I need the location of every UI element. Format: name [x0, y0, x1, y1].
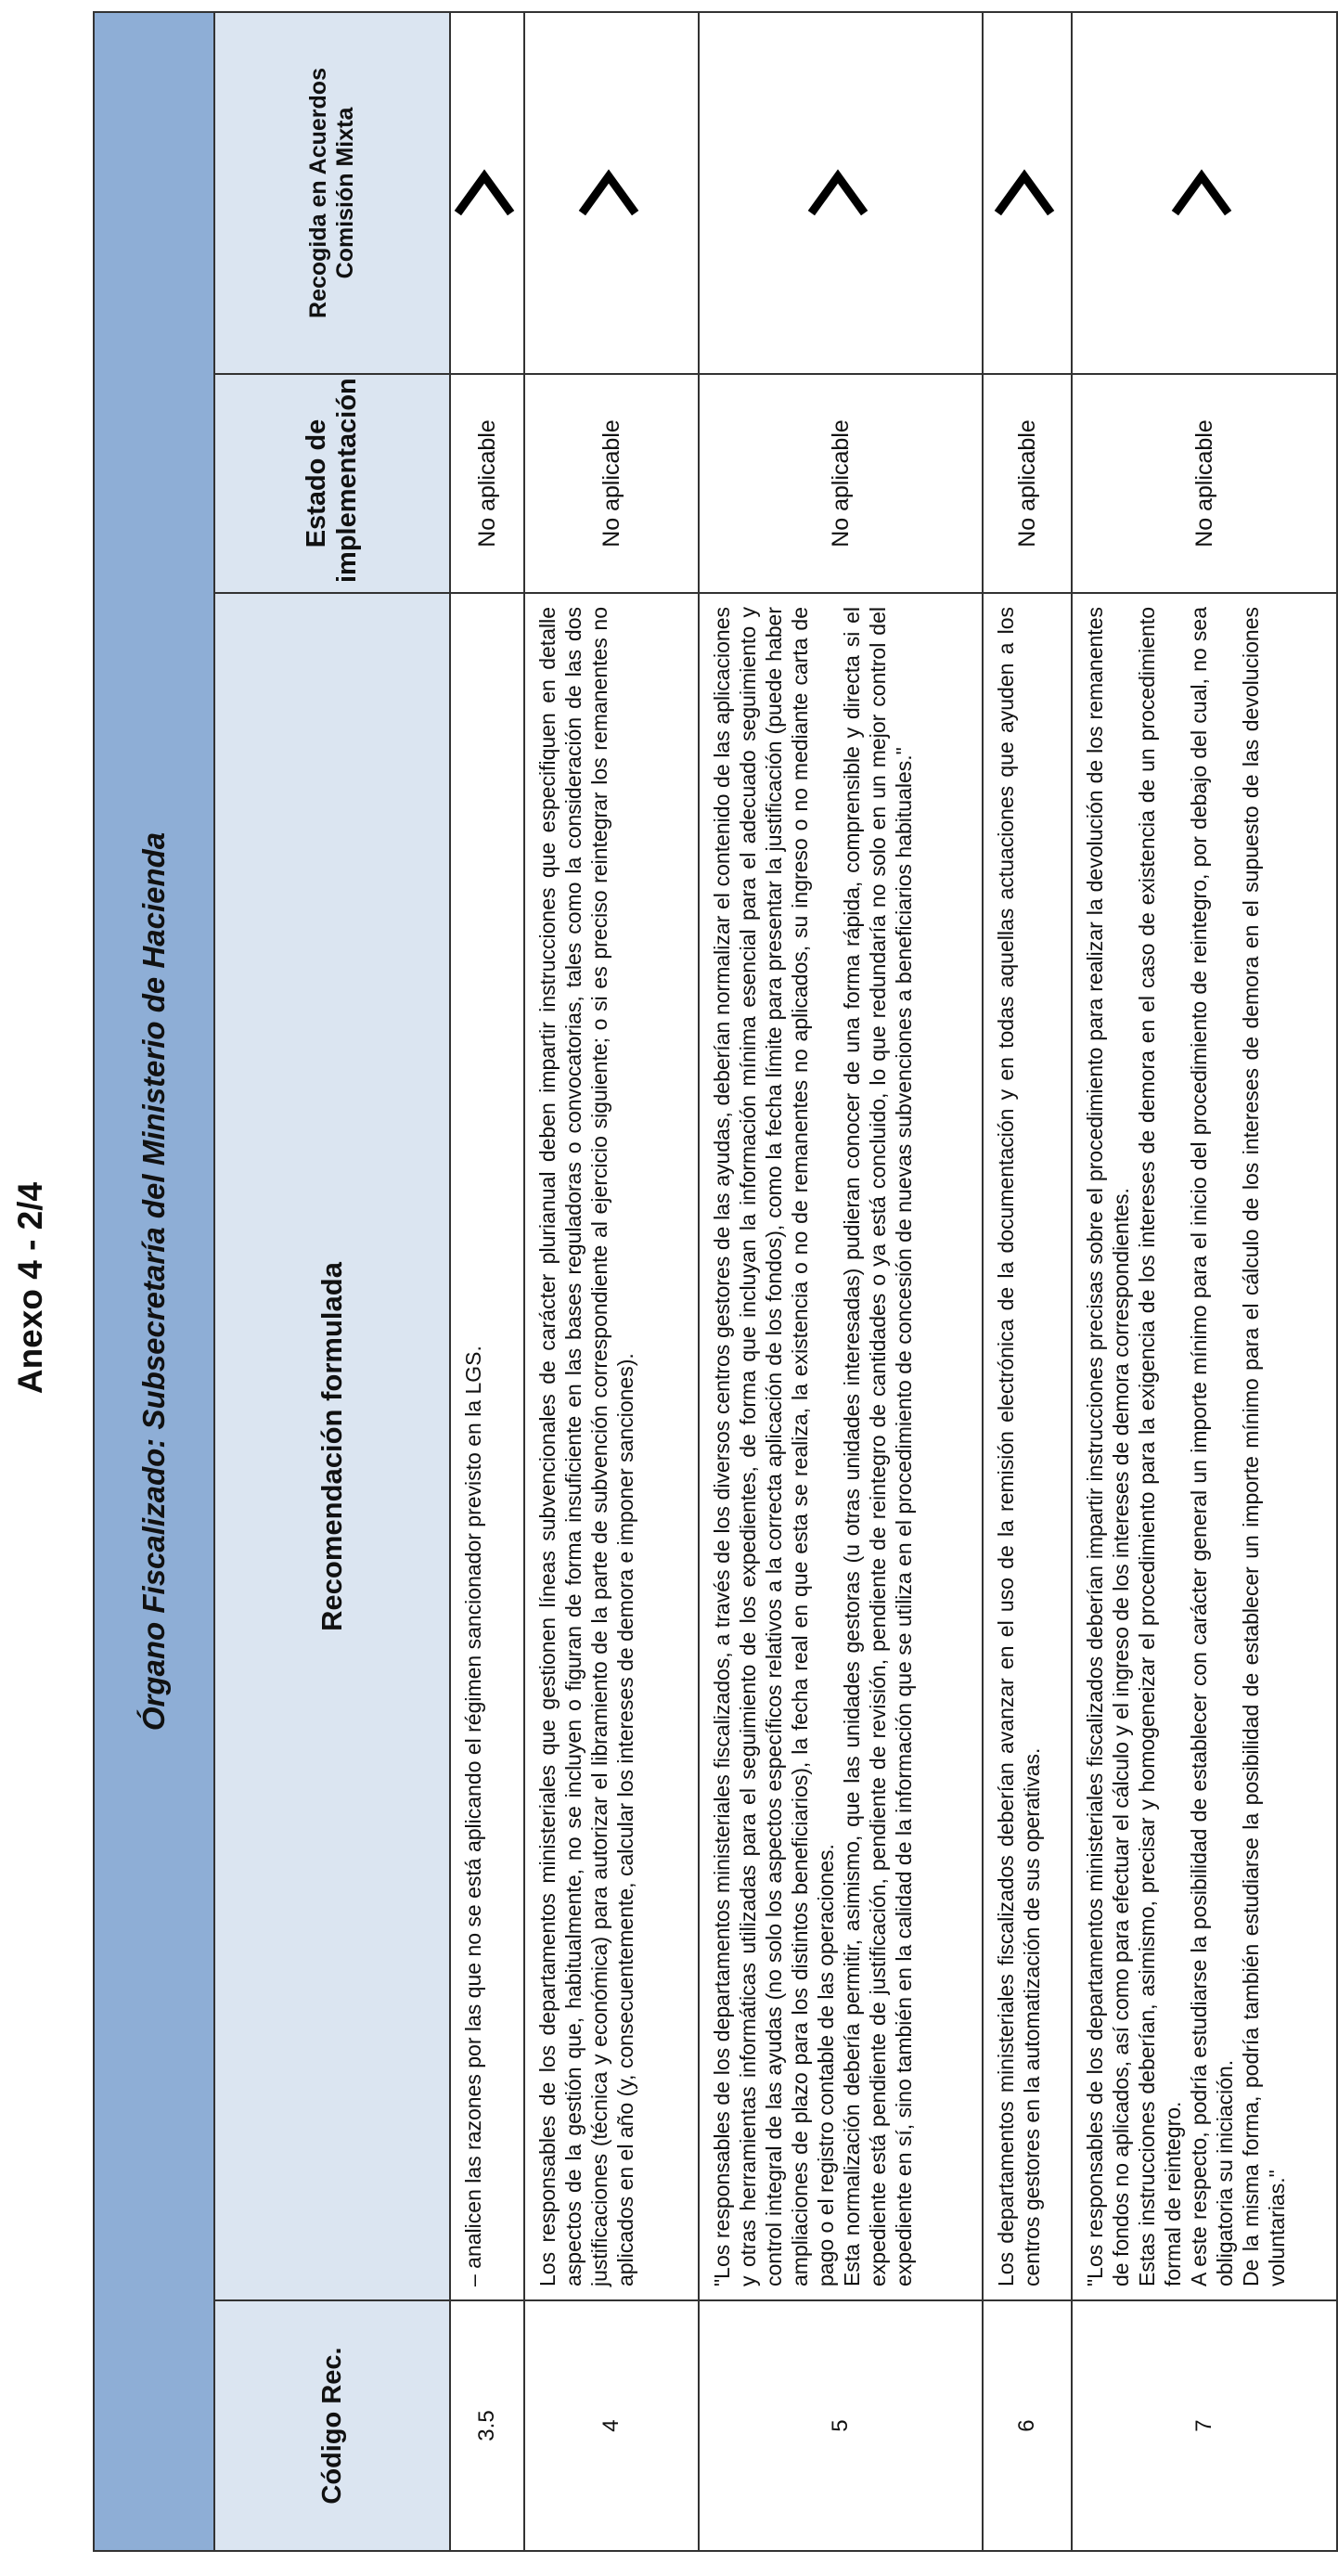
organ-heading: Órgano Fiscalizado: Subsecretaría del Ministerio de Hacienda	[94, 12, 214, 2551]
row-recommendation	[699, 593, 983, 2300]
recommendation-paragraph: Los responsables de los departamentos ministeriales que gestionen líneas subvencionales de carácter plurianual deben impartir instrucciones que especifiquen en detalle aspectos de la gestión que, habitualmente, no se incluyen o figuran de forma insuficiente en las bases reguladoras o convocatorias, tales como la consideración de las dos justificaciones (técnica y económica) para autorizar el libramiento de la parte de subvención correspondiente al ejercicio siguiente; o si es preciso reintegrar los remanentes no aplicados en el año (y, consecuentemente, calcular los intereses de demora e imponer sanciones).	[535, 607, 637, 2286]
row-status: No aplicable	[450, 374, 524, 593]
column-header-row	[214, 12, 450, 2551]
table-row	[450, 12, 524, 2551]
row-commission	[524, 12, 699, 374]
row-commission	[450, 12, 524, 374]
recommendation-paragraph: A este respecto, podría estudiarse la posibilidad de establecer con carácter general un importe mínimo para el inicio del procedimiento de reintegro, por debajo del cual, no sea obligatoria su iniciación.	[1187, 607, 1237, 2286]
table-row	[1072, 12, 1337, 2551]
check-mark-icon	[581, 171, 637, 215]
row-commission	[983, 12, 1072, 374]
check-mark-icon	[810, 171, 866, 215]
row-status: No aplicable	[699, 374, 983, 593]
organ-heading-row	[94, 12, 214, 2551]
recommendation-paragraph: "Los responsables de los departamentos ministeriales fiscalizados deberían impartir instrucciones precisas sobre el procedimiento para realizar la devolución de los remanentes de fondos no aplicados, así como para efectuar el cálculo y el ingreso de los intereses de demora correspondientes.	[1083, 607, 1133, 2286]
row-code: 3.5	[450, 2300, 524, 2551]
table-row	[699, 12, 983, 2551]
check-mark-icon	[457, 171, 512, 215]
header-code: Código Rec.	[214, 2300, 450, 2551]
row-code: 5	[699, 2300, 983, 2551]
recommendations-table	[93, 11, 1338, 2552]
row-status: No aplicable	[983, 374, 1072, 593]
header-status: Estado de implementación	[214, 374, 450, 593]
check-mark-icon	[997, 171, 1052, 215]
header-recommendation: Recomendación formulada	[214, 593, 450, 2300]
row-status: No aplicable	[524, 374, 699, 593]
row-code: 7	[1072, 2300, 1337, 2551]
row-recommendation	[450, 593, 524, 2300]
row-status: No aplicable	[1072, 374, 1337, 593]
recommendation-paragraph: Los departamentos ministeriales fiscalizados deberían avanzar en el uso de la remisión electrónica de la documentación y en todas aquellas actuaciones que ayuden a los centros gestores en la automatización de sus operativas.	[994, 607, 1044, 2286]
header-commission: Recogida en Acuerdos Comisión Mixta	[214, 12, 450, 374]
table-row	[524, 12, 699, 2551]
row-recommendation	[524, 593, 699, 2300]
row-code: 4	[524, 2300, 699, 2551]
row-code: 6	[983, 2300, 1072, 2551]
row-recommendation	[1072, 593, 1337, 2300]
page-title: Anexo 4 - 2/4	[11, 1181, 49, 1395]
recommendation-paragraph: Esta normalización debería permitir, asimismo, que las unidades gestoras (u otras unidades interesadas) pudieran conocer de una forma rápida, comprensible y directa si el expediente está pendiente de justificación, pendiente de revisión, pendiente de reintegro de cantidades o ya está concluido, lo que redundaría no solo en un mejor control del expediente en sí, sino también en la calidad de la información que se utiliza en el procedimiento de concesión de nuevas subvenciones a beneficiarios habituales."	[840, 607, 916, 2286]
table-row	[983, 12, 1072, 2551]
recommendation-paragraph: "Los responsables de los departamentos ministeriales fiscalizados, a través de los diversos centros gestores de las ayudas, deberían normalizar el contenido de las aplicaciones y otras herramientas informáticas utilizadas para el seguimiento de los expedientes, de forma que incluyan la información mínima esencial para el adecuado seguimiento y control integral de las ayudas (no solo los aspectos específicos relativos a la correcta aplicación de los fondos), como la fecha límite para presentar la justificación (puede haber ampliaciones de plazo para los distintos beneficiarios), la fecha real en que esta se realiza, la existencia o no de remanentes no aplicados, su ingreso o no mediante carta de pago o el registro contable de las operaciones.	[710, 607, 838, 2286]
row-commission	[699, 12, 983, 374]
row-commission	[1072, 12, 1337, 374]
check-mark-icon	[1174, 171, 1229, 215]
recommendation-paragraph: – analicen las razones por las que no se está aplicando el régimen sancionador previsto en la LGS.	[461, 1346, 485, 2286]
recommendation-paragraph: De la misma forma, podría también estudiarse la posibilidad de establecer un importe mínimo para el cálculo de los intereses de demora en el supuesto de las devoluciones voluntarias."	[1239, 607, 1289, 2286]
row-recommendation	[983, 593, 1072, 2300]
recommendation-paragraph: Estas instrucciones deberían, asimismo, precisar y homogeneizar el procedimiento para la exigencia de los intereses de demora en el caso de existencia de un procedimiento formal de reintegro.	[1135, 607, 1185, 2286]
